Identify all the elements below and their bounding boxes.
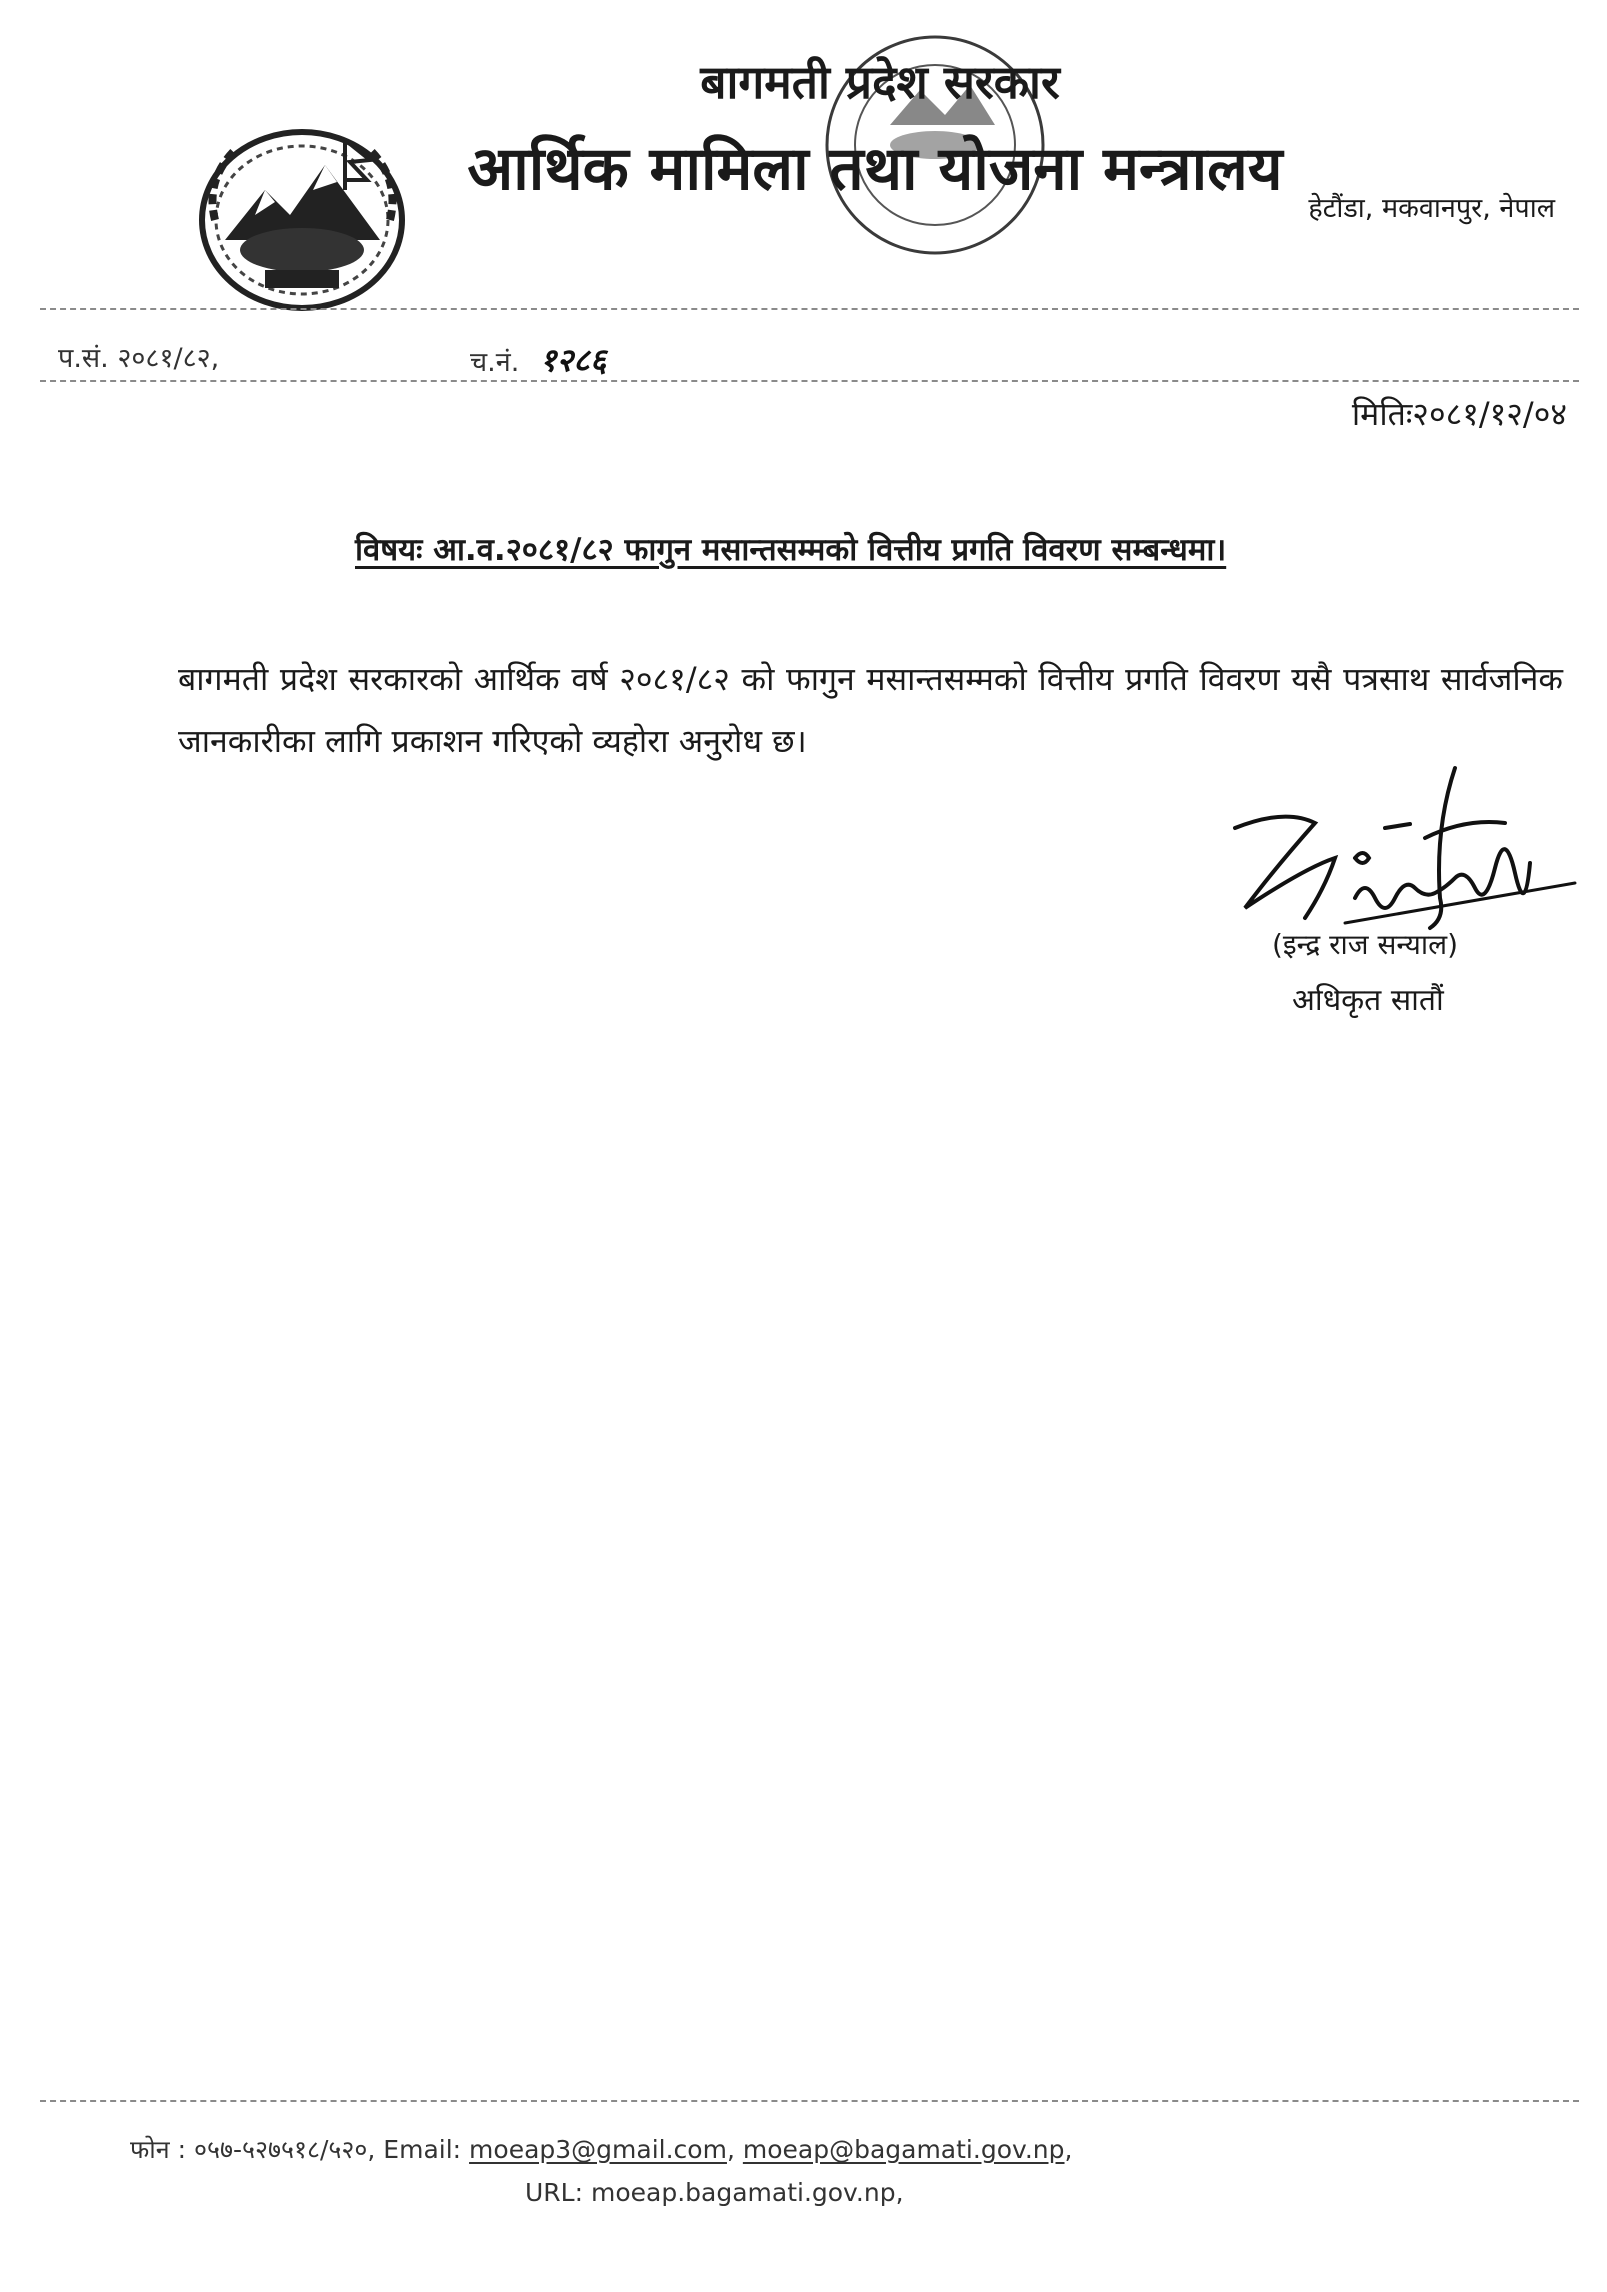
letter-body: बागमती प्रदेश सरकारको आर्थिक वर्ष २०८१/८२ को फागुन मसान्तसम्मको वित्तीय प्रगति विवरण यसै पत्रसाथ सार्वजनिक जानकारीका लागि प्रकाशन गरिएको व्यहोरा अनुरोध छ। bbox=[178, 660, 1563, 760]
dispatch-label: च.नं. bbox=[470, 347, 520, 378]
footer-email-label: Email: bbox=[383, 2135, 462, 2164]
nepal-emblem-icon bbox=[195, 120, 410, 315]
signer-name: (इन्द्र राज सन्याल) bbox=[1272, 928, 1459, 961]
footer-divider bbox=[40, 2100, 1579, 2102]
footer-email-primary[interactable]: moeap3@gmail.com bbox=[469, 2135, 727, 2164]
reference-divider bbox=[40, 380, 1579, 382]
government-name: बागमती प्रदेश सरकार bbox=[700, 55, 1060, 109]
ministry-name: आर्थिक मामिला तथा योजना मन्त्रालय bbox=[467, 134, 1283, 204]
footer-url[interactable]: moeap.bagamati.gov.np, bbox=[590, 2178, 904, 2207]
signer-post: अधिकृत सातौं bbox=[1292, 983, 1444, 1018]
handwritten-signature-icon bbox=[1205, 748, 1595, 948]
dispatch-number bbox=[470, 338, 606, 381]
footer-email-secondary[interactable]: moeap@bagamati.gov.np bbox=[742, 2135, 1065, 2164]
fiscal-year-reference: प.सं. २०८१/८२, bbox=[58, 343, 220, 374]
office-address: हेटौंडा, मकवानपुर, नेपाल bbox=[1308, 193, 1555, 224]
footer-contact: फोन : ०५७-५२७५१८/५२०, Email: moeap3@gmail.com, moeap@bagamati.gov.np, bbox=[130, 2135, 1073, 2164]
dispatch-number-value: १२८६ bbox=[539, 341, 607, 379]
footer-phone: फोन : ०५७-५२७५१८/५२०, bbox=[130, 2135, 376, 2164]
footer-url-line bbox=[525, 2178, 904, 2207]
header-divider bbox=[40, 308, 1579, 310]
letter-subject: विषयः आ.व.२०८१/८२ फागुन मसान्तसम्मको वित्तीय प्रगति विवरण सम्बन्धमा। bbox=[355, 532, 1227, 568]
footer-url-label: URL: bbox=[525, 2178, 584, 2207]
letter-date: मितिः२०८१/१२/०४ bbox=[1351, 395, 1567, 433]
